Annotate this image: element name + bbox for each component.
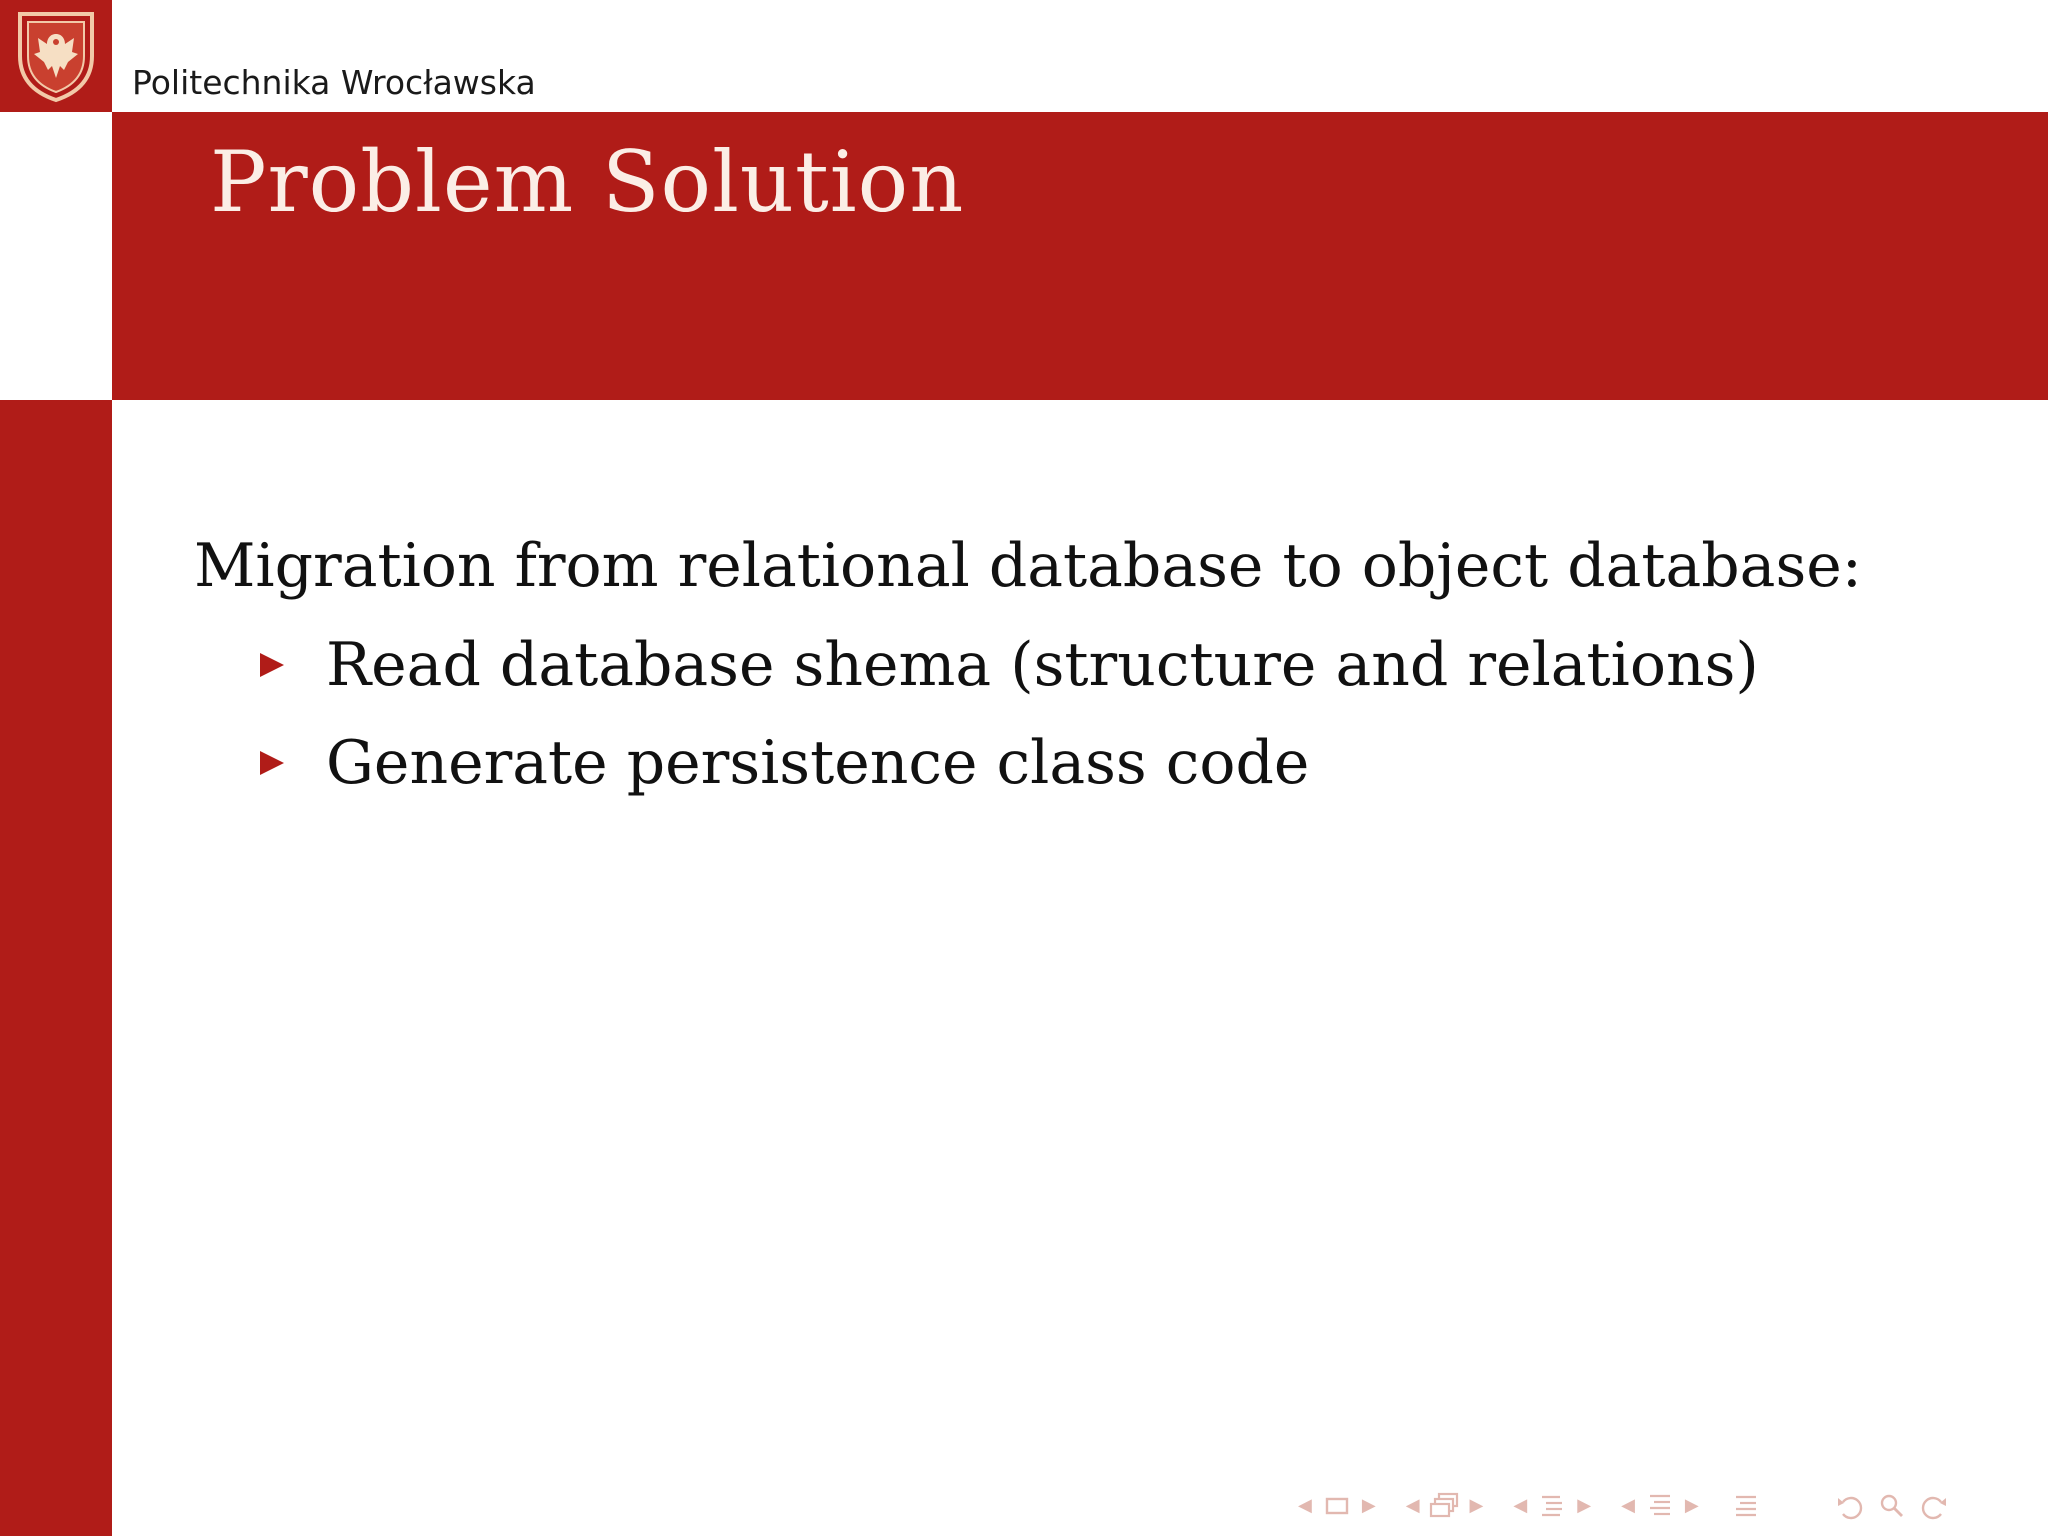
document-nav-group bbox=[1621, 1489, 1699, 1523]
triangle-bullet-icon bbox=[260, 653, 284, 677]
prev-arrow-icon[interactable]: ◀ bbox=[1405, 1495, 1420, 1516]
navigation-bar bbox=[1298, 1486, 1951, 1526]
bullet-text: Generate persistence class code bbox=[326, 728, 1310, 798]
frame-icon[interactable] bbox=[1320, 1489, 1354, 1523]
frame-nav-group bbox=[1298, 1489, 1376, 1523]
list-item bbox=[260, 616, 1994, 714]
undo-icon[interactable] bbox=[1833, 1489, 1867, 1523]
toc-icon[interactable] bbox=[1729, 1489, 1763, 1523]
left-decorative-strip bbox=[0, 400, 112, 1536]
next-arrow-icon[interactable]: ▶ bbox=[1577, 1495, 1592, 1516]
next-arrow-icon[interactable]: ▶ bbox=[1684, 1495, 1699, 1516]
toc-nav-group bbox=[1729, 1489, 1763, 1523]
slide-content bbox=[194, 530, 1994, 812]
prev-arrow-icon[interactable]: ◀ bbox=[1621, 1495, 1635, 1516]
bullet-text: Read database shema (structure and relations) bbox=[326, 630, 1759, 700]
next-arrow-icon[interactable]: ▶ bbox=[1469, 1495, 1484, 1516]
search-icon[interactable] bbox=[1875, 1489, 1909, 1523]
document-icon[interactable] bbox=[1643, 1489, 1677, 1523]
prev-arrow-icon[interactable]: ◀ bbox=[1513, 1495, 1528, 1516]
university-name: Politechnika Wrocławska bbox=[132, 63, 536, 102]
section-icon[interactable] bbox=[1535, 1489, 1569, 1523]
search-nav-group bbox=[1833, 1489, 1951, 1523]
redo-icon[interactable] bbox=[1917, 1489, 1951, 1523]
triangle-bullet-icon bbox=[260, 751, 284, 775]
list-item bbox=[260, 714, 1994, 812]
next-arrow-icon[interactable]: ▶ bbox=[1361, 1495, 1376, 1516]
prev-arrow-icon[interactable]: ◀ bbox=[1298, 1495, 1312, 1516]
subsection-icon[interactable] bbox=[1428, 1489, 1462, 1523]
logo-block bbox=[0, 0, 112, 112]
bullet-list bbox=[194, 616, 1994, 812]
intro-text: Migration from relational database to object database: bbox=[194, 531, 1862, 601]
eagle-crest-icon bbox=[14, 8, 98, 104]
subsection-nav-group bbox=[1406, 1489, 1484, 1523]
slide-title: Problem Solution bbox=[210, 133, 965, 231]
section-nav-group bbox=[1513, 1489, 1591, 1523]
